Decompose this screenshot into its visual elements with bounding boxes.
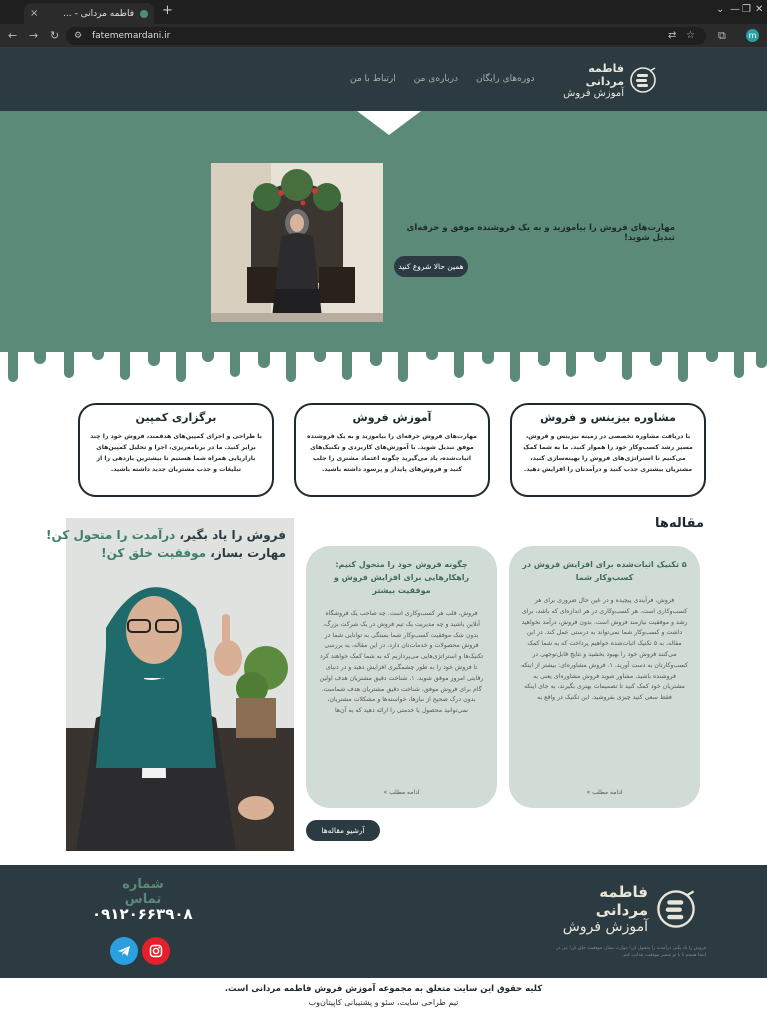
footer-logo-title: فاطمه مردانی — [595, 883, 648, 919]
service-title: آموزش فروش — [352, 411, 432, 424]
article-title[interactable]: ۵ تکنیک اثبات‌شده برای افزایش فروش در کسب‌وکار شما — [522, 560, 687, 582]
close-icon[interactable]: ✕ — [755, 4, 764, 15]
article-card[interactable] — [306, 546, 497, 808]
drip-divider — [0, 322, 767, 388]
banner-line-1a: فروش را یاد بگیر، — [175, 528, 286, 542]
telegram-icon — [117, 944, 131, 958]
service-body: با طراحی و اجرای کمپین‌های هدفمند، فروش خود را چند برابر کنید. ما در برنامه‌ریزی، اجرا و تحلیل کمپین‌های بازاریابی همراه شما هستیم تا بیشترین بازدهی را از تبلیغات و جذب مشتریان جدید داشته باشید. — [90, 433, 262, 473]
logo-mark-icon — [628, 65, 658, 95]
articles-heading: مقاله‌ها — [655, 516, 704, 531]
minimize-icon[interactable]: — — [730, 4, 740, 15]
nav-about[interactable]: درباره‌ی من — [413, 74, 459, 84]
read-more-link[interactable]: ادامه مطلب » — [383, 789, 420, 796]
logo-mark-icon — [654, 887, 698, 931]
article-title[interactable]: چگونه فروش خود را متحول کنیم: راهکارهایی برای افزایش فروش و موفقیت بیشتر — [333, 560, 470, 595]
chevron-down-icon[interactable]: ⌄ — [716, 4, 725, 15]
new-tab-button[interactable]: + — [162, 3, 173, 18]
article-excerpt: فروش، فرآیندی پیچیده و در عین حال ضروری برای هر کسب‌وکاری است. هر کسب‌وکاری در هر اندازه‌ای که باشد، برای رشد و موفقیت نیازمند فروش است. بدون فروش، درآمد نخواهید داشت و کسب‌وکار شما نمی‌تواند به درستی عمل کند. در این مقاله، به ۵ تکنیک اثبات‌شده خواهیم پرداخت که به شما کمک می‌کنند فروش خود را بهبود بخشید و نتایج قابل‌توجهی در کسب‌وکارتان به دست آورید. ۱. فروش مشاوره‌ای: بیشتر از اینکه فروشنده باشید، مشاور شوید فروش مشاوره‌ای یعنی به مشتریان خود کمک کنید تا تصمیمات بهتری بگیرند، به جای اینکه فقط سعی کنید چیزی بفروشید. این تکنیک در واقع به — [521, 597, 688, 702]
profile-avatar[interactable]: m — [746, 29, 759, 42]
tab-title: فاطمه مردانی - ... — [63, 8, 134, 19]
portrait-illustration — [211, 163, 383, 335]
banner-line-2 — [101, 546, 286, 560]
banner-line-2b: موفقیت خلق کن! — [101, 546, 207, 560]
forward-icon[interactable]: → — [29, 29, 39, 42]
address-bar-row — [0, 24, 767, 48]
back-icon[interactable]: ← — [8, 29, 18, 42]
browser-tab-bar — [0, 0, 767, 24]
main-nav — [350, 74, 535, 84]
articles-archive-button[interactable]: آرشیو مقاله‌ها — [306, 820, 380, 841]
footer-logo-subtitle: آموزش فروش — [562, 919, 648, 935]
hero-tagline: مهارت‌های فروش را بیاموزید و به یک فروشنده موفق و حرفه‌ای تبدیل شوید! — [406, 223, 675, 243]
service-body: با دریافت مشاوره تخصصی در زمینه بیزینس و فروش، مسیر رشد کسب‌وکار خود را هموار کنید. ما به شما کمک می‌کنیم تا استراتژی‌های فروش را بهینه‌سازی کنید، مشتریان بیشتری جذب کنید و درآمدتان را افزایش دهید. — [523, 433, 693, 473]
site-info-icon[interactable]: ⚙ — [74, 31, 83, 41]
translate-icon[interactable]: ⇄ — [668, 30, 677, 41]
maximize-icon[interactable]: ❐ — [742, 4, 751, 15]
service-title: برگزاری کمپین — [135, 411, 217, 424]
phone-number[interactable]: ۰۹۱۲۰۶۶۳۹۰۸ — [92, 905, 193, 923]
contact-title: شماره تماس — [122, 877, 164, 907]
footer-note: فروش را یاد بگیر، درآمدت را متحول کن! مهارت بساز، موفقیت خلق کن! من در اینجا هستم تا با تو مسیر موفقیت هدایت کنم. — [556, 946, 706, 958]
extensions-icon[interactable]: ⧉ — [718, 29, 726, 42]
copyright-bar — [0, 980, 767, 1007]
telegram-button[interactable] — [110, 937, 138, 965]
url-field[interactable] — [66, 27, 706, 45]
logo-title: فاطمه مردانی — [585, 61, 624, 88]
banner-portrait-illustration — [66, 518, 294, 851]
url-text: fatememardani.ir — [92, 31, 171, 41]
browser-tab[interactable] — [24, 3, 154, 24]
service-title: مشاوره بیزینس و فروش — [540, 411, 676, 424]
site-logo[interactable] — [562, 60, 658, 100]
site-header — [0, 48, 767, 111]
logo-subtitle: آموزش فروش — [563, 87, 624, 99]
service-body: مهارت‌های فروش حرفه‌ای را بیاموزید و به یک فروشنده موفق تبدیل شوید. با آموزش‌های کاربردی و تکنیک‌های اثبات‌شده، یاد می‌گیرید چگونه اعتماد مشتری را جلب کنید و فروش‌های پایدار و پرسود داشته باشید. — [307, 433, 477, 473]
tab-close-icon[interactable]: × — [30, 8, 39, 19]
star-icon[interactable]: ☆ — [686, 30, 695, 41]
site-footer — [0, 865, 767, 978]
footer-logo[interactable] — [556, 881, 698, 937]
nav-contact[interactable]: ارتباط با من — [350, 74, 396, 84]
nav-free-courses[interactable]: دوره‌های رایگان — [476, 74, 535, 84]
instagram-button[interactable] — [142, 937, 170, 965]
banner-line-1 — [46, 528, 286, 542]
banner-line-2a: مهارت بساز، — [206, 546, 286, 560]
reload-icon[interactable]: ↻ — [50, 29, 60, 42]
favicon-icon — [140, 10, 148, 18]
hero-notch — [357, 111, 421, 135]
banner-line-1b: درآمدت را متحول کن! — [46, 528, 176, 542]
hero-section — [0, 111, 767, 388]
article-excerpt: فروش، قلب هر کسب‌وکاری است. چه صاحب یک فروشگاه آنلاین باشید و چه مدیریت یک تیم فروش در یک شرکت بزرگ، بدون شک موفقیت کسب‌وکار شما بستگی به توانایی شما در فروش محصولات و خدمات‌تان دارد. در این مقاله، به بررسی تکنیک‌ها و استراتژی‌هایی می‌پردازیم که به شما کمک خواهند کرد تا فروش خود را به طور چشمگیری افزایش دهید و در دنیای رقابتی امروز موفق شوید. ۱. شناخت دقیق مشتریان هدف اولین گام برای فروش موفق، شناخت دقیق مشتریان هدف شماست. بدون درک صحیح از نیازها، خواسته‌ها و مشکلات مشتریان، نمی‌توانید محصول یا خدمتی را ارائه دهید که به آن‌ها — [319, 610, 484, 715]
article-card[interactable] — [509, 546, 700, 808]
read-more-link[interactable]: ادامه مطلب » — [586, 789, 623, 796]
copyright-text: کلیه حقوق این سایت متعلق به مجموعه آموزش فروش فاطمه مردانی است. — [224, 984, 543, 994]
start-now-button[interactable]: همین حالا شروع کنید — [394, 256, 468, 277]
service-card-consulting[interactable] — [510, 403, 706, 497]
instagram-icon — [149, 944, 163, 958]
hero-portrait-photo — [211, 163, 383, 335]
credits-text[interactable]: تیم طراحی سایت، سئو و پشتیبانی کاپیتان‌وب — [308, 998, 459, 1007]
service-card-campaign[interactable] — [78, 403, 274, 497]
service-card-sales-training[interactable] — [294, 403, 490, 497]
promo-banner — [46, 518, 294, 851]
